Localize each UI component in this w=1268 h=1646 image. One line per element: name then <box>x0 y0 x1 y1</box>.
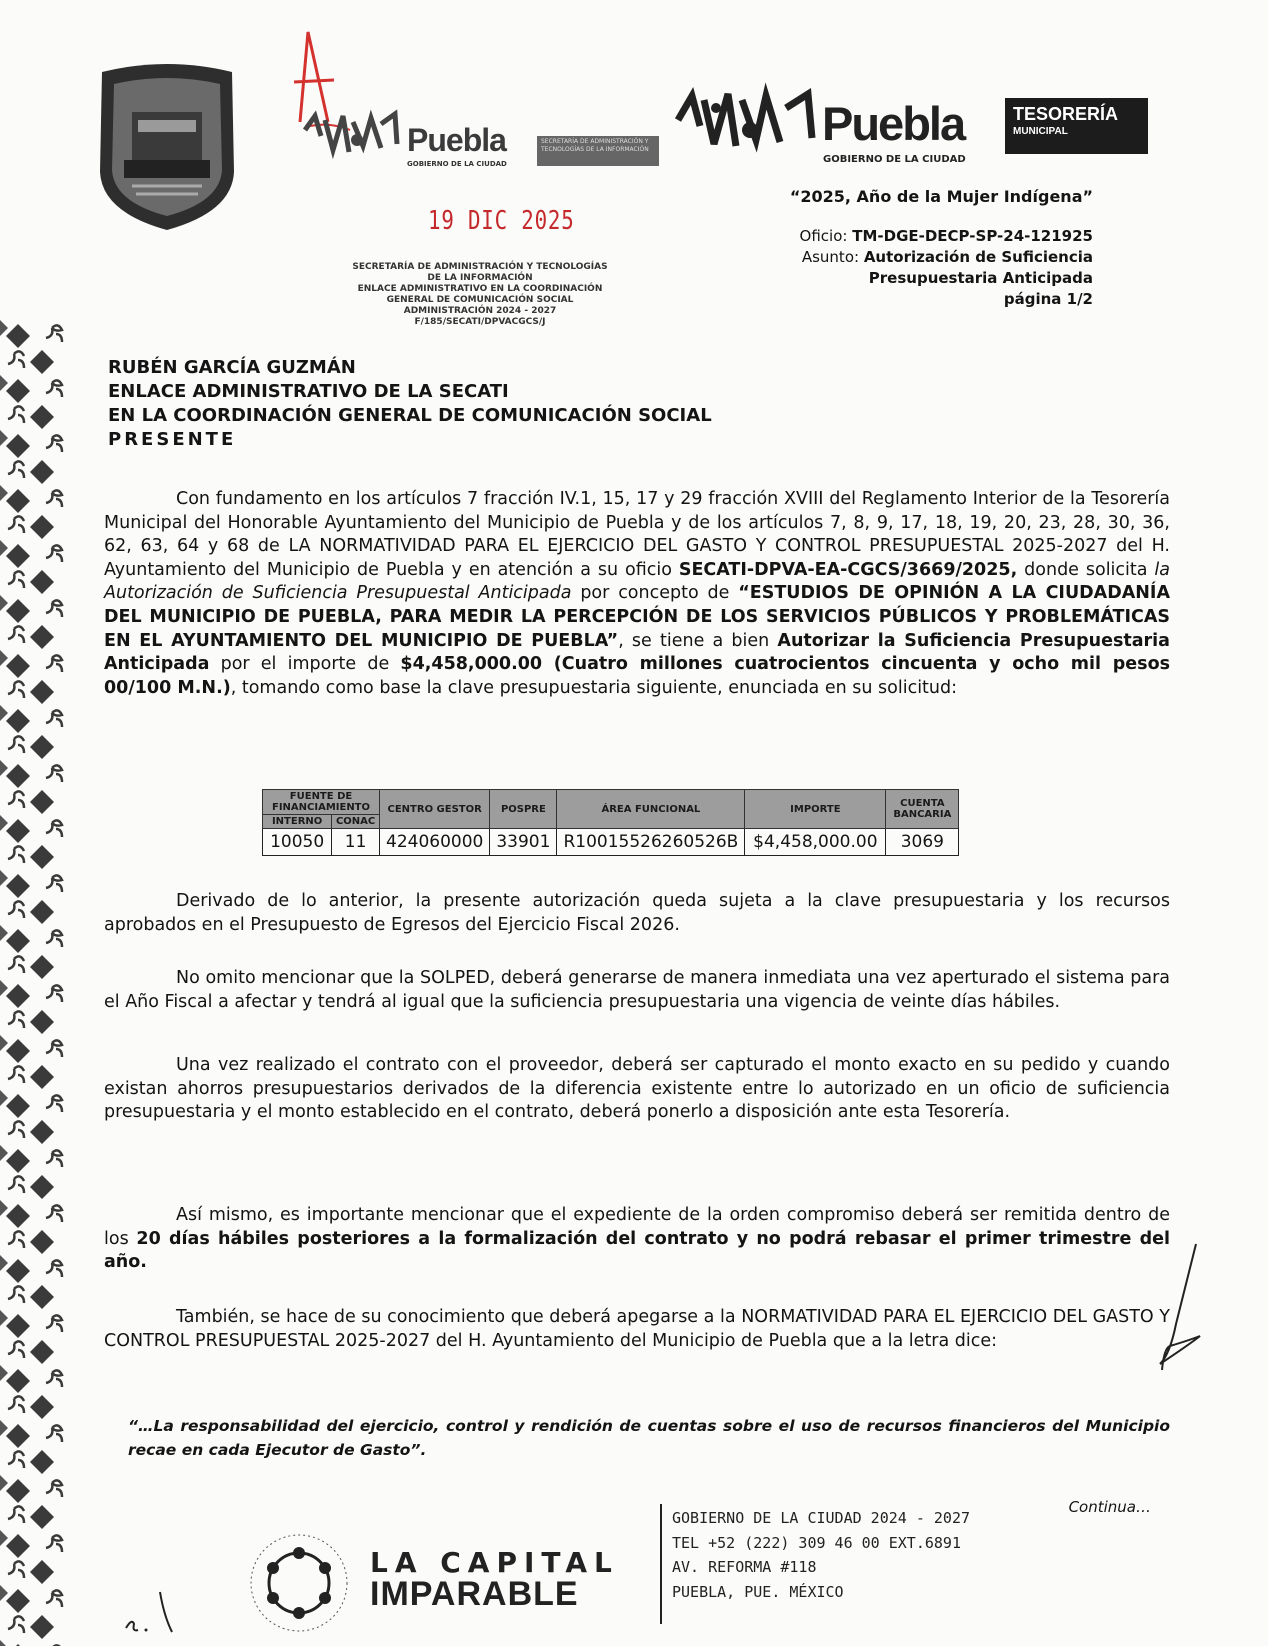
capital-slogan-2: IMPARABLE <box>370 1575 579 1613</box>
oficio-number: TM-DGE-DECP-SP-24-121925 <box>852 227 1093 245</box>
footer-contact <box>672 1506 970 1604</box>
header-cuenta-bancaria: CUENTA BANCARIA <box>886 790 959 829</box>
header-interno: INTERNO <box>263 815 332 829</box>
addressee-presente: PRESENTE <box>108 429 237 450</box>
oficio-block <box>800 226 1093 310</box>
contact-line: AV. REFORMA #118 <box>672 1558 817 1576</box>
text-run: Con fundamento en los artículos 7 fracción IV.1, 15, 17 y 29 fracción XVIII del Reglamento Interior de la Tesorería Municipal del Honorable Ayuntamiento del Municipio de Puebla y de los artículos 7, 8, 9, 17, 18, 19, 20, 23, 28, 30, 36, 62, 63, 64 y 68 de LA NORMATIVIDAD PARA EL EJERCICIO DEL GASTO Y CONTROL PRESUPUESTAL 2025-2027 del H. Ayuntamiento del Municipio de Puebla y en atención a su oficio <box>104 489 1170 580</box>
header-centro-gestor: CENTRO GESTOR <box>380 790 490 829</box>
tesoreria-logo-sub: GOBIERNO DE LA CIUDAD <box>823 154 966 165</box>
text-run: por el importe de <box>209 654 401 675</box>
header-pospre: POSPRE <box>490 790 557 829</box>
concept-title: “ESTUDIOS DE OPINIÓN A LA CIUDADANÍA DEL MUNICIPIO DE PUEBLA, PARA MEDIR LA PERCEPCIÓN DE LOS SERVICIOS PÚBLICOS Y PROBLEMÁTICAS EN EL AYUNTAMIENTO DEL MUNICIPIO DE PUEBLA” <box>104 583 1170 651</box>
reception-stamp <box>300 262 660 328</box>
capital-slogan-1: LA CAPITAL <box>370 1546 619 1579</box>
stamp-line: SECRETARÍA DE ADMINISTRACIÓN Y TECNOLOGÍAS <box>352 262 608 272</box>
cell-area-funcional: R10015526260526B <box>557 829 745 856</box>
legal-quote: “…La responsabilidad del ejercicio, control y rendición de cuentas sobre el uso de recursos financieros del Municipio recae en cada Ejecutor de Gasto”. <box>128 1417 1170 1459</box>
asunto-text-2: Presupuestaria Anticipada <box>868 269 1093 287</box>
asunto-text-1: Autorización de Suficiencia <box>863 248 1093 266</box>
text-italic: la Autorización de Suficiencia Presupuestal Anticipada <box>104 559 1170 604</box>
secretaria-logo-sub: GOBIERNO DE LA CIUDAD <box>407 160 507 168</box>
paragraph-3: No omito mencionar que la SOLPED, deberá generarse de manera inmediata una vez aperturado el sistema para el Año Fiscal a afectar y tendrá al igual que la suficiencia presupuestaria una vigencia de veinte días hábiles. <box>104 968 1170 1012</box>
handwritten-initials <box>120 1588 190 1638</box>
secretaria-logo-box: SECRETARÍA DE ADMINISTRACIÓN Y TECNOLOGÍAS DE LA INFORMACIÓN <box>537 136 659 166</box>
handwritten-signature <box>1150 1240 1220 1390</box>
amount-text: $4,458,000.00 (Cuatro millones cuatrocientos cincuenta y ocho mil pesos 00/100 M.N.) <box>104 654 1171 698</box>
addressee-line: EN LA COORDINACIÓN GENERAL DE COMUNICACIÓN SOCIAL <box>108 405 712 426</box>
labor-equality-seal-logo <box>244 1528 354 1638</box>
paragraph-4: Una vez realizado el contrato con el proveedor, deberá ser capturado el monto exacto en su pedido y cuando existan ahorros presupuestarios derivados de la diferencia existente entre lo autorizado en un oficio de suficiencia presupuestaria y el monto establecido en el contrato, deberá ponerlo a disposición ante esta Tesorería. <box>104 1055 1170 1123</box>
page-number <box>800 289 1093 310</box>
stamp-line: ADMINISTRACIÓN 2024 - 2027 <box>403 306 557 316</box>
stamp-line: GENERAL DE COMUNICACIÓN SOCIAL <box>386 295 574 305</box>
decorative-border <box>0 320 70 1646</box>
capital-imparable-logo <box>370 1546 630 1614</box>
stamp-date: 19 DIC 2025 <box>428 206 575 236</box>
stamp-line: ENLACE ADMINISTRATIVO EN LA COORDINACIÓN <box>357 284 603 294</box>
cell-cuenta-bancaria: 3069 <box>886 829 959 856</box>
oficio-label: Oficio: <box>799 227 848 245</box>
asunto-label: Asunto: <box>801 248 860 266</box>
header-fuente: FUENTE DE FINANCIAMIENTO <box>263 790 380 815</box>
tesoreria-logo <box>670 80 1150 175</box>
contact-line: TEL +52 (222) 309 46 00 EXT.6891 <box>672 1533 961 1552</box>
tesoreria-title: TESORERÍA <box>1013 104 1119 124</box>
addressee-line: ENLACE ADMINISTRATIVO DE LA SECATI <box>108 381 509 402</box>
tesoreria-logo-word: Puebla <box>822 97 965 150</box>
footer-divider <box>660 1504 662 1624</box>
header-importe: IMPORTE <box>745 790 886 829</box>
tesoreria-logo-box <box>1005 98 1148 154</box>
header-area-funcional: ÁREA FUNCIONAL <box>557 790 745 829</box>
oficio-reference: SECATI-DPVA-EA-CGCS/3669/2025, <box>678 559 1018 580</box>
cell-interno: 10050 <box>263 829 332 856</box>
cell-conac: 11 <box>332 829 380 856</box>
stamp-line: F/185/SECATI/DPVACGCS/J <box>414 317 546 327</box>
municipal-seal-logo <box>92 62 242 232</box>
secretaria-logo <box>295 100 675 180</box>
paragraph-1 <box>104 488 1170 700</box>
text-run: , tomando como base la clave presupuestaria siguiente, enunciada en su solicitud: <box>230 677 958 698</box>
paragraph-2: Derivado de lo anterior, la presente autorización queda sujeta a la clave presupuestaria y los recursos aprobados en el Presupuesto de Egresos del Ejercicio Fiscal 2026. <box>104 891 1170 935</box>
addressee-block <box>108 356 712 452</box>
deadline-text: 20 días hábiles posteriores a la formalización del contrato y no podrá rebasar el primer trimestre del año. <box>104 1228 1170 1273</box>
text-run: donde solicita <box>1017 559 1155 580</box>
text-run: Así mismo, es importante mencionar que el expediente de la orden compromiso deberá ser remitida dentro de los <box>104 1205 1170 1249</box>
contact-line: GOBIERNO DE LA CIUDAD 2024 - 2027 <box>672 1509 971 1527</box>
header-conac: CONAC <box>332 815 380 829</box>
addressee-name: RUBÉN GARCÍA GUZMÁN <box>108 357 356 378</box>
continua-note: Continua… <box>1068 1498 1151 1516</box>
cell-centro-gestor: 424060000 <box>380 829 490 856</box>
cell-importe: $4,458,000.00 <box>745 829 886 856</box>
secretaria-logo-word: Puebla <box>407 122 506 158</box>
puebla-art-icon <box>670 80 820 160</box>
stamp-line: DE LA INFORMACIÓN <box>427 273 533 283</box>
cell-pospre: 33901 <box>490 829 557 856</box>
page-number-text: página 1/2 <box>1003 290 1093 308</box>
paragraph-5 <box>104 1204 1170 1275</box>
asunto-line <box>800 247 1093 268</box>
asunto-line-2 <box>800 268 1093 289</box>
contact-line: PUEBLA, PUE. MÉXICO <box>672 1582 844 1601</box>
table-row <box>263 829 959 856</box>
tesoreria-subtitle: MUNICIPAL <box>1013 126 1068 137</box>
puebla-art-icon <box>295 100 405 170</box>
paragraph-6: También, se hace de su conocimiento que deberá apegarse a la NORMATIVIDAD PARA EL EJERCICIO DEL GASTO Y CONTROL PRESUPUESTAL 2025-2027 del H. Ayuntamiento del Municipio de Puebla que a la letra dice: <box>104 1307 1170 1351</box>
text-run: por concepto de <box>571 583 739 604</box>
budget-key-table <box>262 789 959 856</box>
text-run: , se tiene a bien <box>618 630 778 651</box>
authorization-text: Autorizar la Suficiencia Presupuestaria Anticipada <box>104 630 1170 675</box>
year-slogan: “2025, Año de la Mujer Indígena” <box>789 187 1093 206</box>
oficio-line <box>800 226 1093 247</box>
